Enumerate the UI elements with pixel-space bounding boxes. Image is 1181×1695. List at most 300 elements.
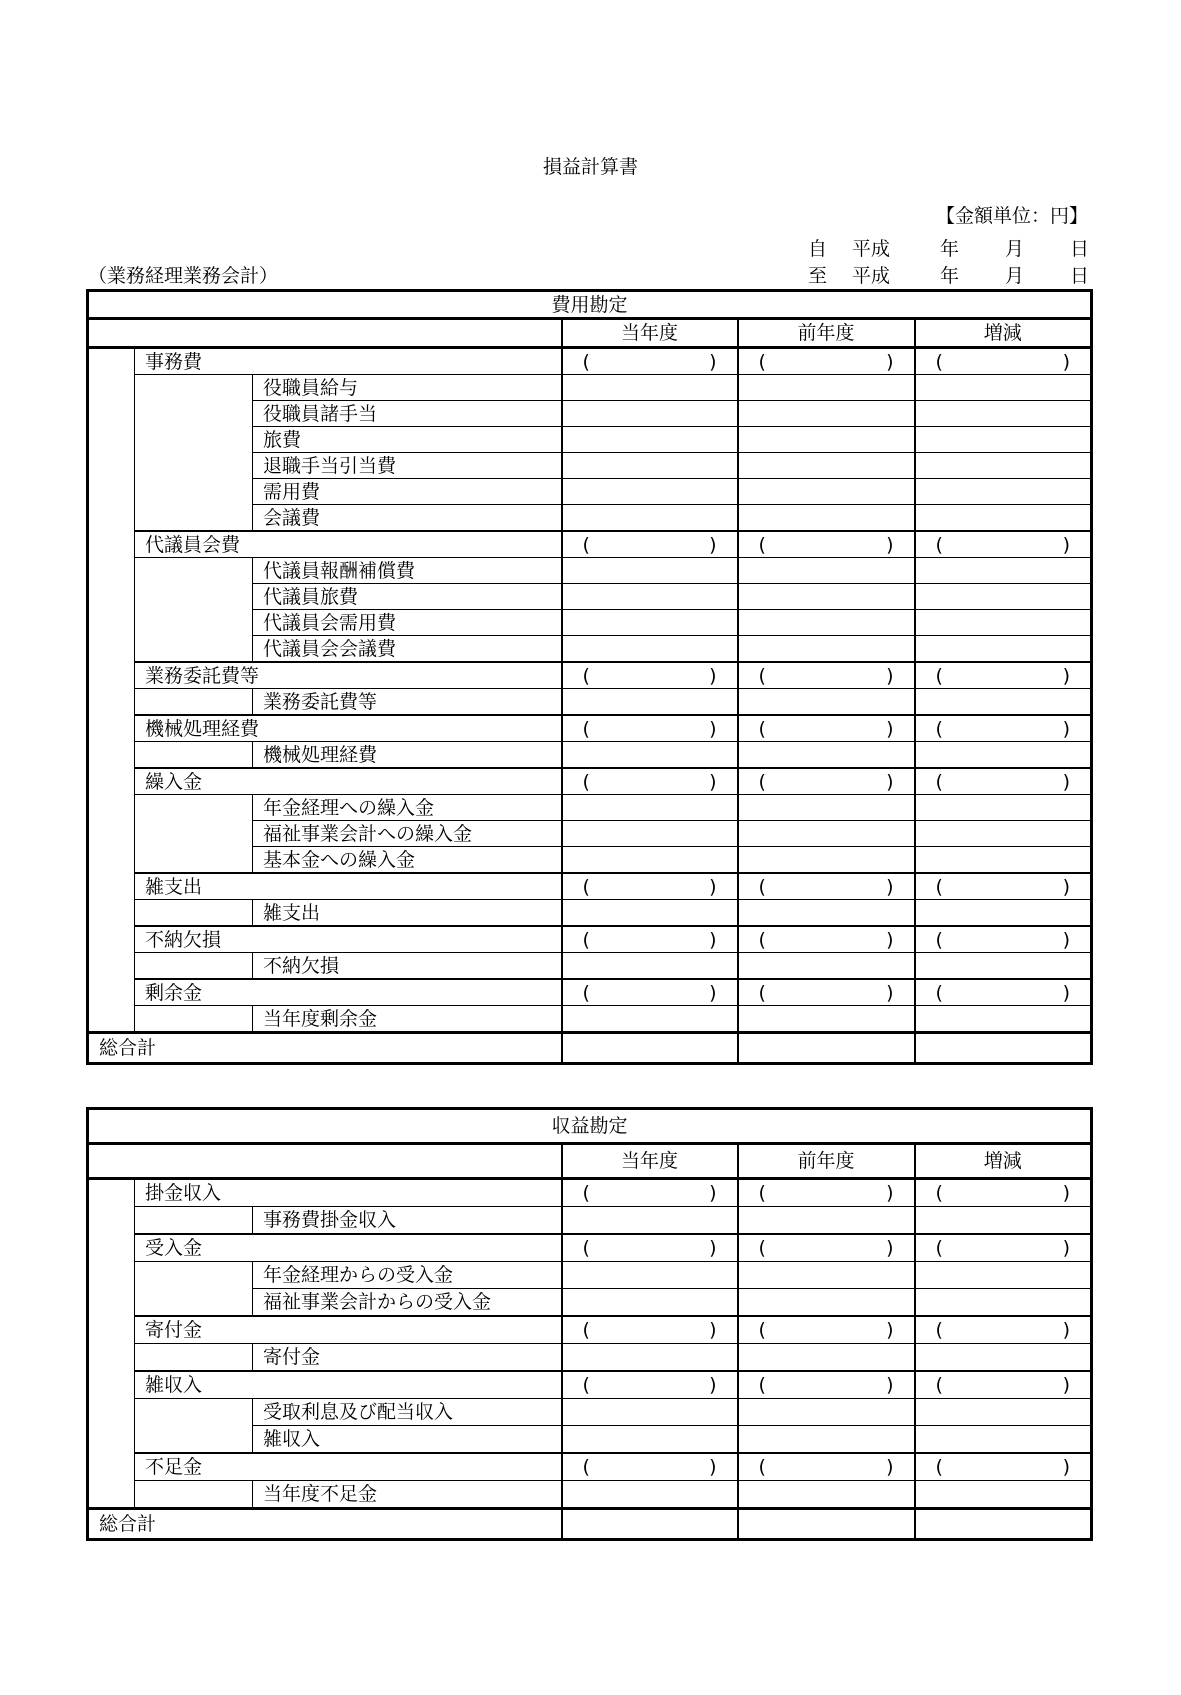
amount-cell[interactable] (738, 1371, 915, 1399)
paren-open: ( (935, 1237, 943, 1259)
amount-cell[interactable] (738, 926, 915, 953)
period-to-prefix: 至 (808, 265, 828, 287)
item-row (88, 1262, 1092, 1289)
amount-cell[interactable] (562, 768, 738, 795)
paren-open: ( (758, 533, 766, 556)
amount-cell[interactable] (738, 1179, 915, 1207)
paren-close: ) (886, 1456, 894, 1478)
amount-cell[interactable] (738, 1481, 915, 1509)
amount-cell[interactable] (915, 1371, 1092, 1399)
amount-cell[interactable] (562, 401, 738, 427)
period-to-month: 月 (1005, 265, 1025, 287)
column-header: 当年度 (562, 1144, 738, 1179)
paren-close: ) (886, 1319, 894, 1341)
paren-open: ( (758, 1319, 766, 1341)
amount-cell[interactable] (738, 636, 915, 663)
item-label: 事務費掛金収入 (253, 1207, 562, 1235)
amount-cell[interactable] (738, 401, 915, 427)
amount-cell[interactable] (915, 873, 1092, 900)
paren-open: ( (935, 664, 943, 687)
paren-close: ) (709, 533, 717, 556)
paren-pair (936, 1456, 1071, 1478)
paren-close: ) (886, 533, 894, 556)
group-indent (135, 900, 253, 927)
amount-cell[interactable] (915, 479, 1092, 505)
section-title: 費用勘定 (88, 291, 1092, 319)
paren-open: ( (935, 533, 943, 556)
paren-close: ) (886, 717, 894, 740)
paren-pair (583, 1182, 717, 1204)
amount-cell[interactable] (915, 795, 1092, 821)
amount-cell[interactable] (915, 847, 1092, 874)
paren-open: ( (935, 717, 943, 740)
amount-cell[interactable] (562, 479, 738, 505)
paren-open: ( (935, 1319, 943, 1341)
item-row (88, 742, 1092, 769)
column-header-row (88, 1144, 1092, 1179)
amount-cell[interactable] (915, 900, 1092, 927)
paren-pair (759, 982, 894, 1004)
group-indent (135, 375, 253, 532)
amount-cell[interactable] (562, 453, 738, 479)
amount-cell[interactable] (738, 795, 915, 821)
paren-pair (936, 929, 1071, 951)
amount-cell[interactable] (738, 979, 915, 1006)
amount-cell[interactable] (562, 1316, 738, 1344)
paren-pair (759, 876, 894, 898)
amount-cell[interactable] (915, 1426, 1092, 1454)
amount-cell[interactable] (915, 821, 1092, 847)
group-row (88, 1453, 1092, 1481)
group-indent (135, 1344, 253, 1372)
item-label: 雑支出 (253, 900, 562, 927)
paren-pair (759, 1319, 894, 1341)
amount-cell[interactable] (562, 375, 738, 401)
paren-pair (583, 876, 717, 898)
column-header: 前年度 (738, 319, 915, 348)
paren-close: ) (709, 981, 717, 1004)
group-row (88, 1179, 1092, 1207)
amount-cell[interactable] (915, 1207, 1092, 1235)
amount-cell[interactable] (738, 662, 915, 689)
amount-cell[interactable] (738, 479, 915, 505)
amount-cell[interactable] (915, 636, 1092, 663)
amount-cell[interactable] (738, 953, 915, 980)
amount-cell[interactable] (738, 1262, 915, 1289)
paren-open: ( (758, 1182, 766, 1204)
grand-total-row (88, 1509, 1092, 1540)
item-label: 代議員会需用費 (253, 610, 562, 636)
item-row (88, 558, 1092, 584)
paren-close: ) (709, 1319, 717, 1341)
paren-open: ( (935, 350, 943, 373)
amount-cell[interactable] (738, 1289, 915, 1317)
section-title-row (88, 291, 1092, 319)
amount-cell[interactable] (738, 1207, 915, 1235)
paren-pair (936, 982, 1071, 1004)
amount-cell[interactable] (915, 926, 1092, 953)
amount-cell[interactable] (915, 348, 1092, 375)
paren-open: ( (758, 770, 766, 793)
amount-cell[interactable] (915, 1316, 1092, 1344)
paren-open: ( (935, 1182, 943, 1204)
section-title-row (88, 1109, 1092, 1144)
amount-cell[interactable] (562, 636, 738, 663)
paren-pair (583, 718, 717, 740)
paren-close: ) (709, 1237, 717, 1259)
indent-column (88, 348, 135, 1033)
column-header-row (88, 319, 1092, 348)
paren-open: ( (758, 664, 766, 687)
group-row (88, 348, 1092, 375)
amount-cell[interactable] (562, 821, 738, 847)
grand-total-amount[interactable] (562, 1509, 738, 1540)
group-label: 代議員会費 (135, 531, 562, 558)
group-label: 機械処理経費 (135, 715, 562, 742)
amount-cell[interactable] (915, 531, 1092, 558)
item-label: 年金経理からの受入金 (253, 1262, 562, 1289)
period-to-era: 平成 (852, 265, 891, 287)
period-to-year: 年 (940, 265, 960, 287)
paren-close: ) (1062, 1237, 1071, 1259)
amount-cell[interactable] (562, 1262, 738, 1289)
item-label: 不納欠損 (253, 953, 562, 980)
group-indent (135, 795, 253, 874)
group-row (88, 1316, 1092, 1344)
amount-cell[interactable] (738, 453, 915, 479)
group-indent (135, 1006, 253, 1033)
group-label: 事務費 (135, 348, 562, 375)
accounting-unit: （業務経理業務会計） (88, 265, 279, 287)
paren-close: ) (1062, 1182, 1071, 1204)
amount-cell[interactable] (562, 1371, 738, 1399)
column-header: 当年度 (562, 319, 738, 348)
amount-cell[interactable] (738, 1316, 915, 1344)
group-row (88, 768, 1092, 795)
paren-open: ( (758, 1456, 766, 1478)
paren-pair (583, 1319, 717, 1341)
paren-close: ) (886, 350, 894, 373)
item-row (88, 1006, 1092, 1033)
expense-table (86, 289, 1093, 1065)
amount-cell[interactable] (738, 375, 915, 401)
group-indent (135, 1481, 253, 1509)
period-from-day: 日 (1070, 238, 1090, 260)
item-label: 退職手当引当費 (253, 453, 562, 479)
paren-close: ) (886, 928, 894, 951)
amount-cell[interactable] (915, 1262, 1092, 1289)
paren-close: ) (886, 770, 894, 793)
group-indent (135, 1262, 253, 1317)
amount-cell[interactable] (562, 847, 738, 874)
amount-cell[interactable] (738, 689, 915, 716)
amount-cell[interactable] (915, 689, 1092, 716)
section-title: 収益勘定 (88, 1109, 1092, 1144)
amount-cell[interactable] (562, 1344, 738, 1372)
amount-cell[interactable] (915, 715, 1092, 742)
amount-cell[interactable] (562, 1453, 738, 1481)
group-label: 繰入金 (135, 768, 562, 795)
item-row (88, 1207, 1092, 1235)
amount-cell[interactable] (915, 1289, 1092, 1317)
amount-cell[interactable] (738, 768, 915, 795)
amount-cell[interactable] (915, 662, 1092, 689)
amount-cell[interactable] (562, 689, 738, 716)
paren-close: ) (709, 1456, 717, 1478)
item-label: 基本金への繰入金 (253, 847, 562, 874)
paren-close: ) (1062, 770, 1071, 793)
amount-cell[interactable] (915, 610, 1092, 636)
paren-open: ( (758, 875, 766, 898)
paren-pair (936, 534, 1071, 556)
amount-cell[interactable] (915, 1006, 1092, 1033)
paren-open: ( (935, 981, 943, 1004)
amount-cell[interactable] (738, 348, 915, 375)
item-row (88, 1481, 1092, 1509)
amount-cell[interactable] (562, 953, 738, 980)
item-row (88, 1344, 1092, 1372)
group-row (88, 926, 1092, 953)
amount-cell[interactable] (562, 1289, 738, 1317)
amount-cell[interactable] (915, 979, 1092, 1006)
grand-total-amount[interactable] (562, 1033, 738, 1064)
amount-cell[interactable] (915, 1234, 1092, 1262)
amount-cell[interactable] (562, 795, 738, 821)
group-row (88, 662, 1092, 689)
amount-cell[interactable] (562, 1179, 738, 1207)
paren-open: ( (758, 1237, 766, 1259)
group-label: 雑支出 (135, 873, 562, 900)
amount-cell[interactable] (562, 427, 738, 453)
amount-cell[interactable] (562, 610, 738, 636)
paren-close: ) (886, 875, 894, 898)
amount-cell[interactable] (738, 873, 915, 900)
amount-cell[interactable] (738, 1344, 915, 1372)
group-label: 不足金 (135, 1453, 562, 1481)
paren-pair (583, 1374, 717, 1396)
group-label: 雑収入 (135, 1371, 562, 1399)
paren-close: ) (1062, 717, 1071, 740)
amount-cell[interactable] (738, 558, 915, 584)
paren-open: ( (582, 533, 590, 556)
amount-cell[interactable] (562, 873, 738, 900)
amount-cell[interactable] (738, 584, 915, 610)
paren-pair (936, 1182, 1071, 1204)
amount-cell[interactable] (562, 584, 738, 610)
paren-pair (583, 929, 717, 951)
column-header: 増減 (915, 319, 1092, 348)
amount-cell[interactable] (562, 1234, 738, 1262)
group-label: 剰余金 (135, 979, 562, 1006)
item-label: 寄付金 (253, 1344, 562, 1372)
item-label: 旅費 (253, 427, 562, 453)
paren-open: ( (582, 1456, 590, 1478)
paren-close: ) (886, 664, 894, 687)
amount-cell[interactable] (738, 847, 915, 874)
group-indent (135, 742, 253, 769)
amount-cell[interactable] (915, 1179, 1092, 1207)
amount-cell[interactable] (738, 900, 915, 927)
item-label: 会議費 (253, 505, 562, 532)
amount-cell[interactable] (915, 427, 1092, 453)
amount-cell[interactable] (562, 979, 738, 1006)
group-row (88, 873, 1092, 900)
group-label: 寄付金 (135, 1316, 562, 1344)
paren-pair (759, 771, 894, 793)
paren-pair (583, 1237, 717, 1259)
amount-cell[interactable] (562, 662, 738, 689)
unit-label: 【金額単位：円】 (935, 205, 1088, 227)
group-indent (135, 953, 253, 980)
amount-cell[interactable] (562, 1399, 738, 1426)
amount-cell[interactable] (915, 1481, 1092, 1509)
amount-cell[interactable] (915, 742, 1092, 769)
amount-cell[interactable] (915, 401, 1092, 427)
paren-open: ( (758, 350, 766, 373)
group-indent (135, 558, 253, 663)
item-label: 需用費 (253, 479, 562, 505)
period-from-era: 平成 (852, 238, 891, 260)
item-label: 福祉事業会計からの受入金 (253, 1289, 562, 1317)
amount-cell[interactable] (562, 505, 738, 532)
item-label: 代議員旅費 (253, 584, 562, 610)
paren-pair (759, 1456, 894, 1478)
amount-cell[interactable] (915, 375, 1092, 401)
grand-total-amount[interactable] (915, 1033, 1092, 1064)
paren-pair (936, 771, 1071, 793)
amount-cell[interactable] (738, 610, 915, 636)
document-title: 損益計算書 (542, 156, 638, 178)
amount-cell[interactable] (562, 1481, 738, 1509)
amount-cell[interactable] (738, 1426, 915, 1454)
paren-close: ) (886, 1237, 894, 1259)
amount-cell[interactable] (915, 953, 1092, 980)
paren-pair (759, 1237, 894, 1259)
paren-open: ( (758, 1374, 766, 1396)
paren-pair (936, 718, 1071, 740)
paren-pair (759, 1182, 894, 1204)
paren-close: ) (1062, 1456, 1071, 1478)
amount-cell[interactable] (562, 742, 738, 769)
group-row (88, 1371, 1092, 1399)
group-label: 受入金 (135, 1234, 562, 1262)
amount-cell[interactable] (915, 1399, 1092, 1426)
paren-close: ) (709, 770, 717, 793)
amount-cell[interactable] (738, 1399, 915, 1426)
paren-pair (759, 665, 894, 687)
indent-column (88, 1179, 135, 1509)
amount-cell[interactable] (915, 768, 1092, 795)
amount-cell[interactable] (562, 926, 738, 953)
amount-cell[interactable] (562, 1006, 738, 1033)
paren-close: ) (886, 981, 894, 1004)
amount-cell[interactable] (915, 1453, 1092, 1481)
group-row (88, 715, 1092, 742)
amount-cell[interactable] (738, 1234, 915, 1262)
paren-open: ( (935, 1456, 943, 1478)
paren-pair (583, 665, 717, 687)
paren-close: ) (709, 350, 717, 373)
grand-total-amount[interactable] (738, 1509, 915, 1540)
paren-close: ) (886, 1374, 894, 1396)
group-row (88, 1234, 1092, 1262)
paren-pair (936, 1319, 1071, 1341)
amount-cell[interactable] (915, 558, 1092, 584)
grand-total-row (88, 1033, 1092, 1064)
amount-cell[interactable] (562, 558, 738, 584)
item-label: 役職員諸手当 (253, 401, 562, 427)
amount-cell[interactable] (915, 584, 1092, 610)
amount-cell[interactable] (738, 505, 915, 532)
amount-cell[interactable] (562, 715, 738, 742)
paren-close: ) (1062, 981, 1071, 1004)
paren-open: ( (935, 928, 943, 951)
period-to-day: 日 (1070, 265, 1090, 287)
amount-cell[interactable] (562, 900, 738, 927)
paren-open: ( (758, 717, 766, 740)
amount-cell[interactable] (738, 1453, 915, 1481)
item-row (88, 689, 1092, 716)
paren-pair (759, 534, 894, 556)
amount-cell[interactable] (738, 531, 915, 558)
paren-close: ) (1062, 533, 1071, 556)
grand-total-amount[interactable] (915, 1509, 1092, 1540)
paren-open: ( (582, 928, 590, 951)
amount-cell[interactable] (738, 715, 915, 742)
group-label: 業務委託費等 (135, 662, 562, 689)
amount-cell[interactable] (915, 453, 1092, 479)
item-label: 受取利息及び配当収入 (253, 1399, 562, 1426)
amount-cell[interactable] (562, 1426, 738, 1454)
item-row (88, 375, 1092, 401)
period-from-year: 年 (940, 238, 960, 260)
paren-pair (759, 351, 894, 373)
grand-total-amount[interactable] (738, 1033, 915, 1064)
paren-pair (583, 534, 717, 556)
amount-cell[interactable] (738, 427, 915, 453)
amount-cell[interactable] (915, 1344, 1092, 1372)
paren-open: ( (582, 981, 590, 1004)
paren-pair (583, 351, 717, 373)
paren-open: ( (758, 981, 766, 1004)
amount-cell[interactable] (915, 505, 1092, 532)
paren-pair (583, 771, 717, 793)
paren-open: ( (582, 1237, 590, 1259)
paren-open: ( (582, 717, 590, 740)
revenue-table (86, 1107, 1093, 1541)
item-label: 業務委託費等 (253, 689, 562, 716)
item-label: 役職員給与 (253, 375, 562, 401)
amount-cell[interactable] (562, 531, 738, 558)
paren-close: ) (709, 1182, 717, 1204)
grand-total-label: 総合計 (88, 1033, 562, 1064)
column-header: 前年度 (738, 1144, 915, 1179)
amount-cell[interactable] (562, 1207, 738, 1235)
amount-cell[interactable] (738, 742, 915, 769)
group-label: 掛金収入 (135, 1179, 562, 1207)
paren-open: ( (582, 664, 590, 687)
amount-cell[interactable] (738, 1006, 915, 1033)
paren-pair (759, 1374, 894, 1396)
paren-pair (936, 351, 1071, 373)
amount-cell[interactable] (738, 821, 915, 847)
paren-open: ( (582, 875, 590, 898)
item-label: 年金経理への繰入金 (253, 795, 562, 821)
paren-open: ( (582, 1319, 590, 1341)
column-header: 増減 (915, 1144, 1092, 1179)
amount-cell[interactable] (562, 348, 738, 375)
group-indent (135, 1207, 253, 1235)
